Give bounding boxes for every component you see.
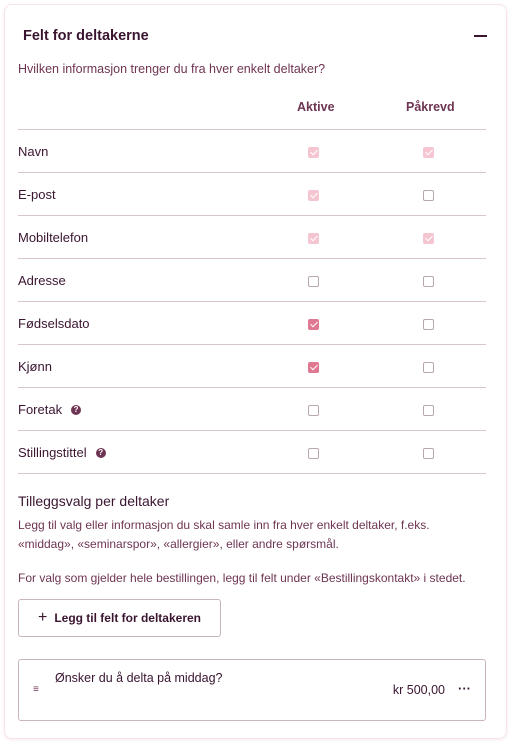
extras-title: Tilleggsvalg per deltaker xyxy=(18,493,170,509)
active-checkbox xyxy=(308,190,319,201)
active-checkbox[interactable] xyxy=(308,319,319,330)
collapse-minus-icon[interactable] xyxy=(474,29,488,43)
section-header xyxy=(23,28,488,44)
active-checkbox[interactable] xyxy=(308,448,319,459)
field-label: Kjønn xyxy=(18,358,52,374)
required-checkbox xyxy=(423,147,434,158)
option-price: kr 500,00 xyxy=(392,683,445,697)
field-label: Stillingstittel xyxy=(18,444,87,460)
field-row xyxy=(18,130,486,173)
field-row xyxy=(18,216,486,259)
drag-handle-icon[interactable]: ≡ xyxy=(33,684,38,695)
field-label: Fødselsdato xyxy=(18,315,90,331)
field-row xyxy=(18,388,486,431)
field-row xyxy=(18,431,486,474)
active-checkbox[interactable] xyxy=(308,405,319,416)
add-participant-field-button[interactable] xyxy=(18,599,221,637)
field-row xyxy=(18,302,486,345)
active-checkbox xyxy=(308,233,319,244)
required-checkbox xyxy=(423,233,434,244)
column-header-active: Aktive xyxy=(297,100,335,114)
fields-table xyxy=(18,129,486,474)
section-title: Felt for deltakerne xyxy=(23,28,149,44)
help-icon[interactable]: ? xyxy=(96,448,106,458)
section-question: Hvilken informasjon trenger du fra hver enkelt deltaker? xyxy=(18,62,326,76)
required-checkbox[interactable] xyxy=(423,448,434,459)
field-label: E-post xyxy=(18,186,56,202)
column-header-required: Påkrevd xyxy=(406,100,455,114)
active-checkbox[interactable] xyxy=(308,362,319,373)
field-row xyxy=(18,345,486,388)
field-row xyxy=(18,259,486,302)
extras-description: Legg til valg eller informasjon du skal samle inn fra hver enkelt deltaker, f.eks. «middag», «seminarspor», «allergier», eller andre spørsmål. xyxy=(18,518,430,551)
required-checkbox[interactable] xyxy=(423,319,434,330)
required-checkbox[interactable] xyxy=(423,362,434,373)
field-row xyxy=(18,173,486,216)
required-checkbox[interactable] xyxy=(423,405,434,416)
field-label: Mobiltelefon xyxy=(18,229,89,245)
field-label: Adresse xyxy=(18,272,66,288)
required-checkbox[interactable] xyxy=(423,190,434,201)
more-options-icon[interactable]: ··· xyxy=(458,681,471,696)
add-button-label: Legg til felt for deltakeren xyxy=(54,611,202,625)
extra-option-item[interactable] xyxy=(18,659,486,721)
option-label: Ønsker du å delta på middag? xyxy=(55,671,223,685)
active-checkbox[interactable] xyxy=(308,276,319,287)
required-checkbox[interactable] xyxy=(423,276,434,287)
active-checkbox xyxy=(308,147,319,158)
help-icon[interactable]: ? xyxy=(71,405,81,415)
extras-note: For valg som gjelder hele bestillingen, legg til felt under «Bestillingskontakt» i stedet. xyxy=(18,571,466,585)
field-label: Foretak xyxy=(18,401,63,417)
plus-icon: + xyxy=(37,609,48,626)
field-label: Navn xyxy=(18,143,49,159)
